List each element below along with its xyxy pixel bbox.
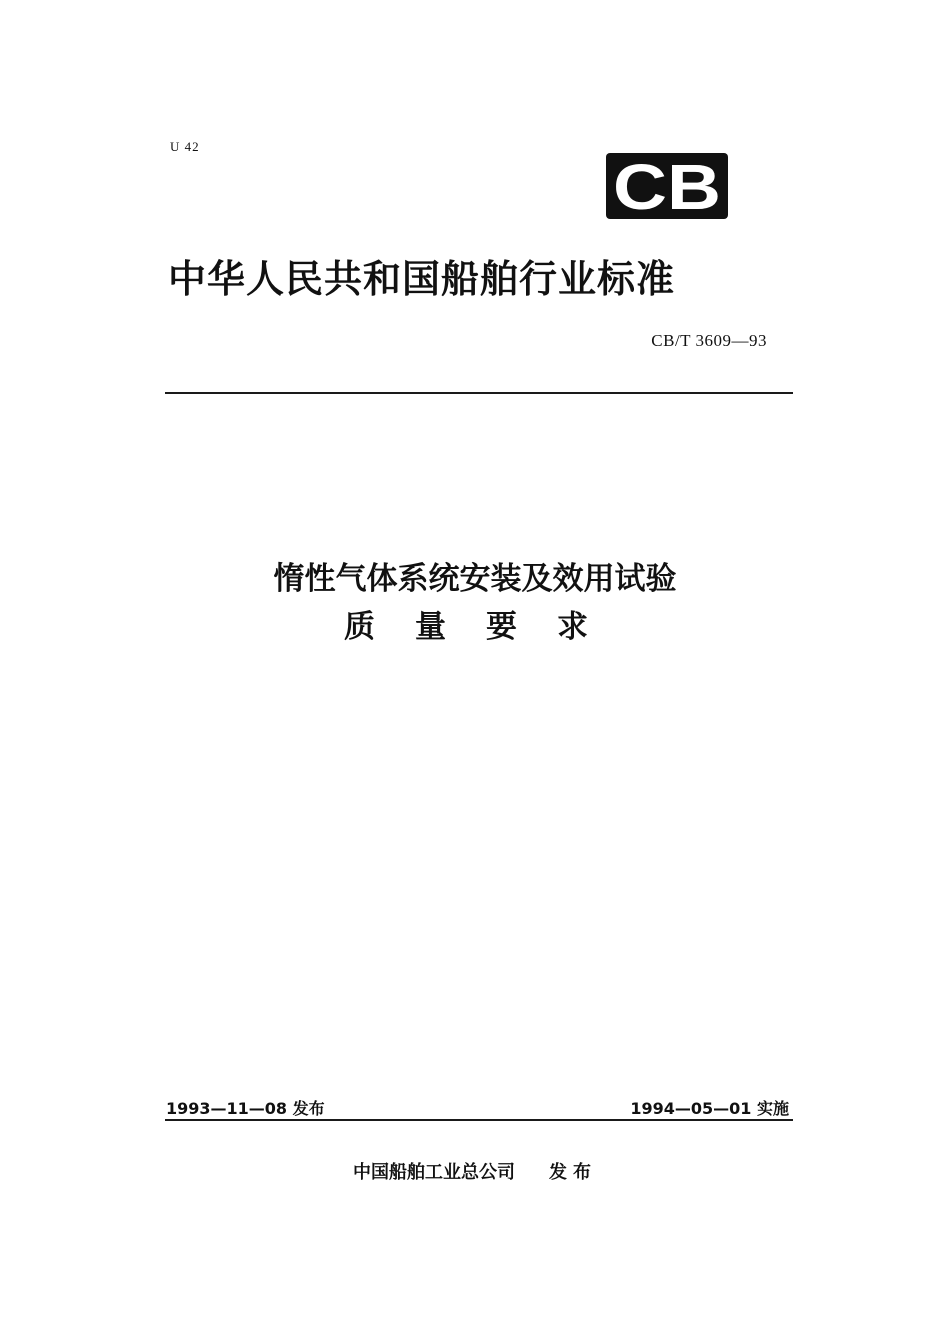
footer-divider (165, 1119, 793, 1121)
issue-date: 1993—11—08 发布 (166, 1099, 325, 1118)
standard-number: CB/T 3609—93 (651, 331, 767, 350)
document-title-line2: 质量要求 (344, 609, 628, 645)
cb-logo (606, 153, 728, 219)
publisher (0, 1158, 950, 1184)
publisher-name: 中国船舶工业总公司 (353, 1162, 515, 1183)
publisher-label: 发布 (549, 1162, 597, 1183)
document-title-line1: 惰性气体系统安装及效用试验 (273, 561, 677, 597)
org-title: 中华人民共和国船舶行业标准 (168, 257, 676, 301)
implementation-date: 1994—05—01 实施 (630, 1099, 789, 1118)
cb-logo-text: CB (613, 153, 721, 219)
document-title (0, 555, 950, 651)
header-divider (165, 392, 793, 394)
classification-code: U 42 (170, 139, 200, 154)
